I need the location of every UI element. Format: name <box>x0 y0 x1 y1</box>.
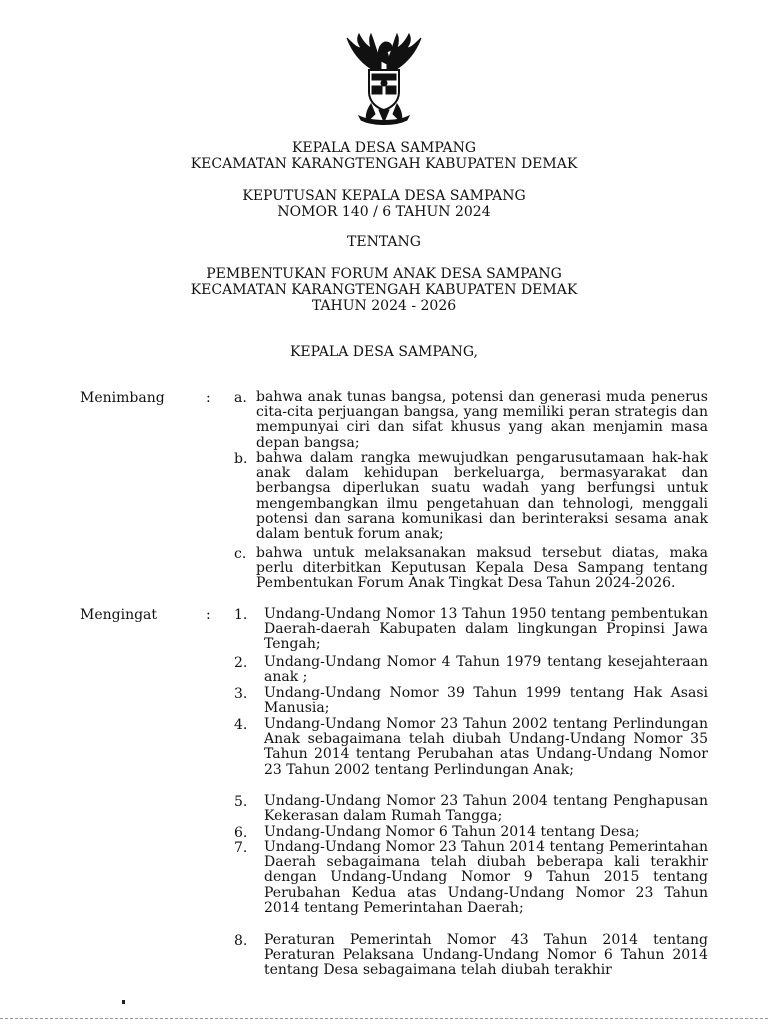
mengingat-marker-7: 7. <box>234 840 248 856</box>
subject-line-1: PEMBENTUKAN FORUM ANAK DESA SAMPANG <box>206 266 562 282</box>
scan-mark <box>122 1000 125 1004</box>
menimbang-label: Menimbang <box>80 390 165 406</box>
menimbang-marker-a: a. <box>234 390 247 406</box>
page-bottom-edge <box>0 1018 768 1019</box>
decree-title: KEPUTUSAN KEPALA DESA SAMPANG <box>242 188 526 204</box>
mengingat-marker-6: 6. <box>234 825 248 841</box>
issuer-line-1: KEPALA DESA SAMPANG <box>291 140 477 156</box>
mengingat-item-6: Undang-Undang Nomor 6 Tahun 2014 tentang Desa; <box>264 824 640 840</box>
mengingat-item-7: Undang-Undang Nomor 23 Tahun 2014 tentang Pemerintahan Daerah sebagaimana telah diubah beberapa kali terakhir dengan Undang-Undang Nomor 9 Tahun 2015 tentang Perubahan Kedua atas Undang-Undang Nomor 23 Tahun 2014 tentang Pemerintahan Daerah; <box>264 839 708 916</box>
mengingat-marker-3: 3. <box>234 686 248 702</box>
mengingat-marker-4: 4. <box>234 717 248 733</box>
mengingat-colon: : <box>206 607 211 623</box>
authority-line: KEPALA DESA SAMPANG, <box>289 344 479 360</box>
issuer-line-2: KECAMATAN KARANGTENGAH KABUPATEN DEMAK <box>190 156 578 172</box>
mengingat-item-1: Undang-Undang Nomor 13 Tahun 1950 tentang pembentukan Daerah-daerah Kabupaten dalam lingkungan Propinsi Jawa Tengah; <box>264 606 708 653</box>
menimbang-item-b: bahwa dalam rangka mewujudkan pengarusutamaan hak-hak anak dalam kehidupan berkeluarga, bermasyarakat dan berbangsa diperlukan suatu wadah yang berfungsi untuk mengembangkan ilmu pengetahuan dan tehnologi, menggali potensi dan sarana komunikasi dan berinteraksi sesama anak dalam bentuk forum anak; <box>256 450 708 543</box>
mengingat-item-3: Undang-Undang Nomor 39 Tahun 1999 tentang Hak Asasi Manusia; <box>264 685 708 717</box>
mengingat-item-2: Undang-Undang Nomor 4 Tahun 1979 tentang kesejahteraan anak ; <box>264 654 708 686</box>
mengingat-item-5: Undang-Undang Nomor 23 Tahun 2004 tentang Penghapusan Kekerasan dalam Rumah Tangga; <box>264 793 708 825</box>
decree-number: NOMOR 140 / 6 TAHUN 2024 <box>277 204 491 220</box>
menimbang-colon: : <box>206 390 211 406</box>
subject-line-2: KECAMATAN KARANGTENGAH KABUPATEN DEMAK <box>190 282 578 298</box>
mengingat-item-8: Peraturan Pemerintah Nomor 43 Tahun 2014 tentang Peraturan Pelaksana Undang-Undang Nomor 6 Tahun 2014 tentang Desa sebagaimana telah diubah terakhir <box>264 932 708 979</box>
mengingat-marker-1: 1. <box>234 607 248 623</box>
mengingat-item-4: Undang-Undang Nomor 23 Tahun 2002 tentang Perlindungan Anak sebagaimana telah diubah Undang-Undang Nomor 35 Tahun 2014 tentang Perubahan atas Undang-Undang Nomor 23 Tahun 2002 tentang Perlindungan Anak; <box>264 716 708 778</box>
menimbang-marker-b: b. <box>234 451 248 467</box>
garuda-emblem-icon <box>341 30 427 126</box>
menimbang-item-c: bahwa untuk melaksanakan maksud tersebut diatas, maka perlu diterbitkan Keputusan Kepala Desa Sampang tentang Pembentukan Forum Anak Tingkat Desa Tahun 2024-2026. <box>256 545 708 592</box>
about-heading: TENTANG <box>347 234 421 250</box>
subject-line-3: TAHUN 2024 - 2026 <box>311 298 457 314</box>
mengingat-marker-5: 5. <box>234 794 248 810</box>
menimbang-item-a: bahwa anak tunas bangsa, potensi dan generasi muda penerus cita-cita perjuangan bangsa, yang memiliki peran strategis dan mempunyai ciri dan sifat khusus yang akan menjamin masa depan bangsa; <box>256 389 708 451</box>
mengingat-marker-2: 2. <box>234 655 248 671</box>
mengingat-marker-8: 8. <box>234 933 248 949</box>
menimbang-marker-c: c. <box>234 546 247 562</box>
mengingat-label: Mengingat <box>80 607 158 623</box>
